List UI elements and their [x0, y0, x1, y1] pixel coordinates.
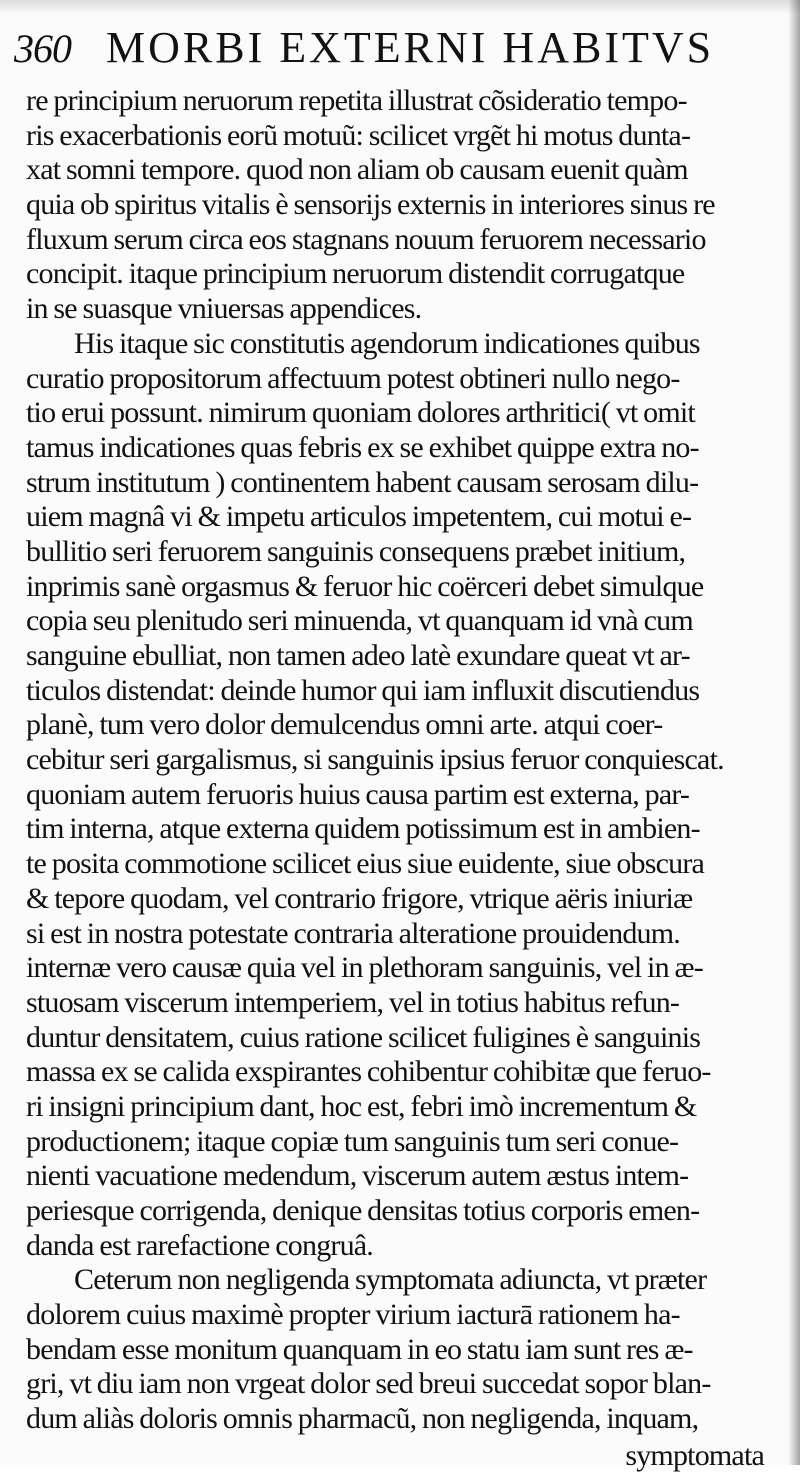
text-line: gri, vt diu iam non vrgeat dolor sed breui succedat sopor blan- [26, 1367, 711, 1401]
page-top-shadow [0, 0, 800, 14]
text-line: periesque corrigenda, denique densitas totius corporis emen- [26, 1194, 700, 1227]
text-line: duntur densitatem, cuius ratione scilicet fuligines è sanguinis [26, 1020, 701, 1054]
text-line: tim interna, atque externa quidem potissimum est in ambien- [26, 812, 700, 846]
text-line: bendam esse monitum quanquam in eo statu iam sunt res æ- [26, 1332, 693, 1366]
text-line: stuosam viscerum intemperiem, vel in totius habitus refun- [26, 985, 680, 1019]
text-line: curatio propositorum affectuum potest obtineri nullo nego- [26, 361, 680, 395]
text-line: & tepore quodam, vel contrario frigore, vtrique aëris iniuriæ [26, 881, 693, 915]
text-line: te posita commotione scilicet eius siue euidente, siue obscura [26, 847, 705, 881]
text-line: xat somni tempore. quod non aliam ob causam euenit quàm [26, 153, 688, 187]
page-number: 360 [14, 26, 71, 71]
paragraph-start-line: Ceterum non negligenda symptomata adiuncta, vt præter [74, 1263, 707, 1297]
text-line: dolorem cuius maximè propter virium iacturā rationem ha- [26, 1298, 680, 1332]
text-line: uiem magnâ vi & impetu articulos impetentem, cui motui e- [26, 500, 692, 534]
text-line: dum aliàs doloris omnis pharmacũ, non negligenda, inquam, [26, 1402, 699, 1436]
text-line: re principium neruorum repetita illustrat cõsideratio tempo- [26, 84, 687, 117]
text-line: planè, tum vero dolor demulcendus omni arte. atqui coer- [26, 708, 663, 742]
text-line: strum institutum ) continentem habent causam serosam dilu- [26, 465, 699, 499]
page-edge-shadow [788, 0, 800, 1465]
text-line: productionem; itaque copiæ tum sanguinis tum seri conue- [26, 1124, 679, 1158]
text-line: ri insigni principium dant, hoc est, febri imò incrementum & [26, 1089, 697, 1123]
text-line: fluxum serum circa eos stagnans nouum feruorem necessario [26, 222, 706, 256]
text-line: ticulos distendat: deinde humor qui iam influxit discutiendus [26, 673, 700, 707]
text-line: quoniam autem feruoris huius causa partim est externa, par- [26, 777, 690, 811]
text-line: si est in nostra potestate contraria alteratione prouidendum. [26, 916, 680, 950]
catchword: symptomata [625, 1438, 764, 1472]
text-line: tamus indicationes quas febris ex se exhibet quippe extra no- [26, 430, 699, 464]
text-line: sanguine ebulliat, non tamen adeo latè exundare queat vt ar- [26, 639, 690, 672]
text-line: concipit. itaque principium neruorum distendit corrugatque [26, 257, 685, 291]
text-line: quia ob spiritus vitalis è sensorijs externis in interiores sinus re [26, 188, 715, 222]
text-line: danda est rarefactione congruâ. [26, 1228, 373, 1262]
text-line: copia seu plenitudo seri minuenda, vt quanquam id vnà cum [26, 604, 693, 638]
text-line: massa ex se calida exspirantes cohibentur cohibitæ que feruo- [26, 1055, 711, 1089]
text-line: bullitio seri feruorem sanguinis consequens præbet initium, [26, 534, 686, 568]
text-line: in se suasque vniuersas appendices. [26, 292, 422, 326]
paragraph-start-line: His itaque sic constitutis agendorum indicationes quibus [74, 326, 700, 360]
page-header [14, 22, 784, 80]
text-line: nienti vacuatione medendum, viscerum autem æstus intem- [26, 1159, 689, 1193]
running-head: MORBI EXTERNI HABITVS [106, 23, 715, 72]
text-line: tio erui possunt. nimirum quoniam dolores arthritici( vt omit [26, 396, 695, 430]
text-line: internæ vero causæ quia vel in plethoram sanguinis, vel in æ- [26, 951, 703, 985]
text-line: ris exacerbationis eorũ motuũ: scilicet vrgẽt hi motus dunta- [26, 118, 691, 152]
text-line: inprimis sanè orgasmus & feruor hic coërceri debet simulque [26, 569, 704, 603]
text-line: cebitur seri gargalismus, si sanguinis ipsius feruor conquiescat. [26, 743, 724, 777]
body-text [26, 84, 766, 1474]
